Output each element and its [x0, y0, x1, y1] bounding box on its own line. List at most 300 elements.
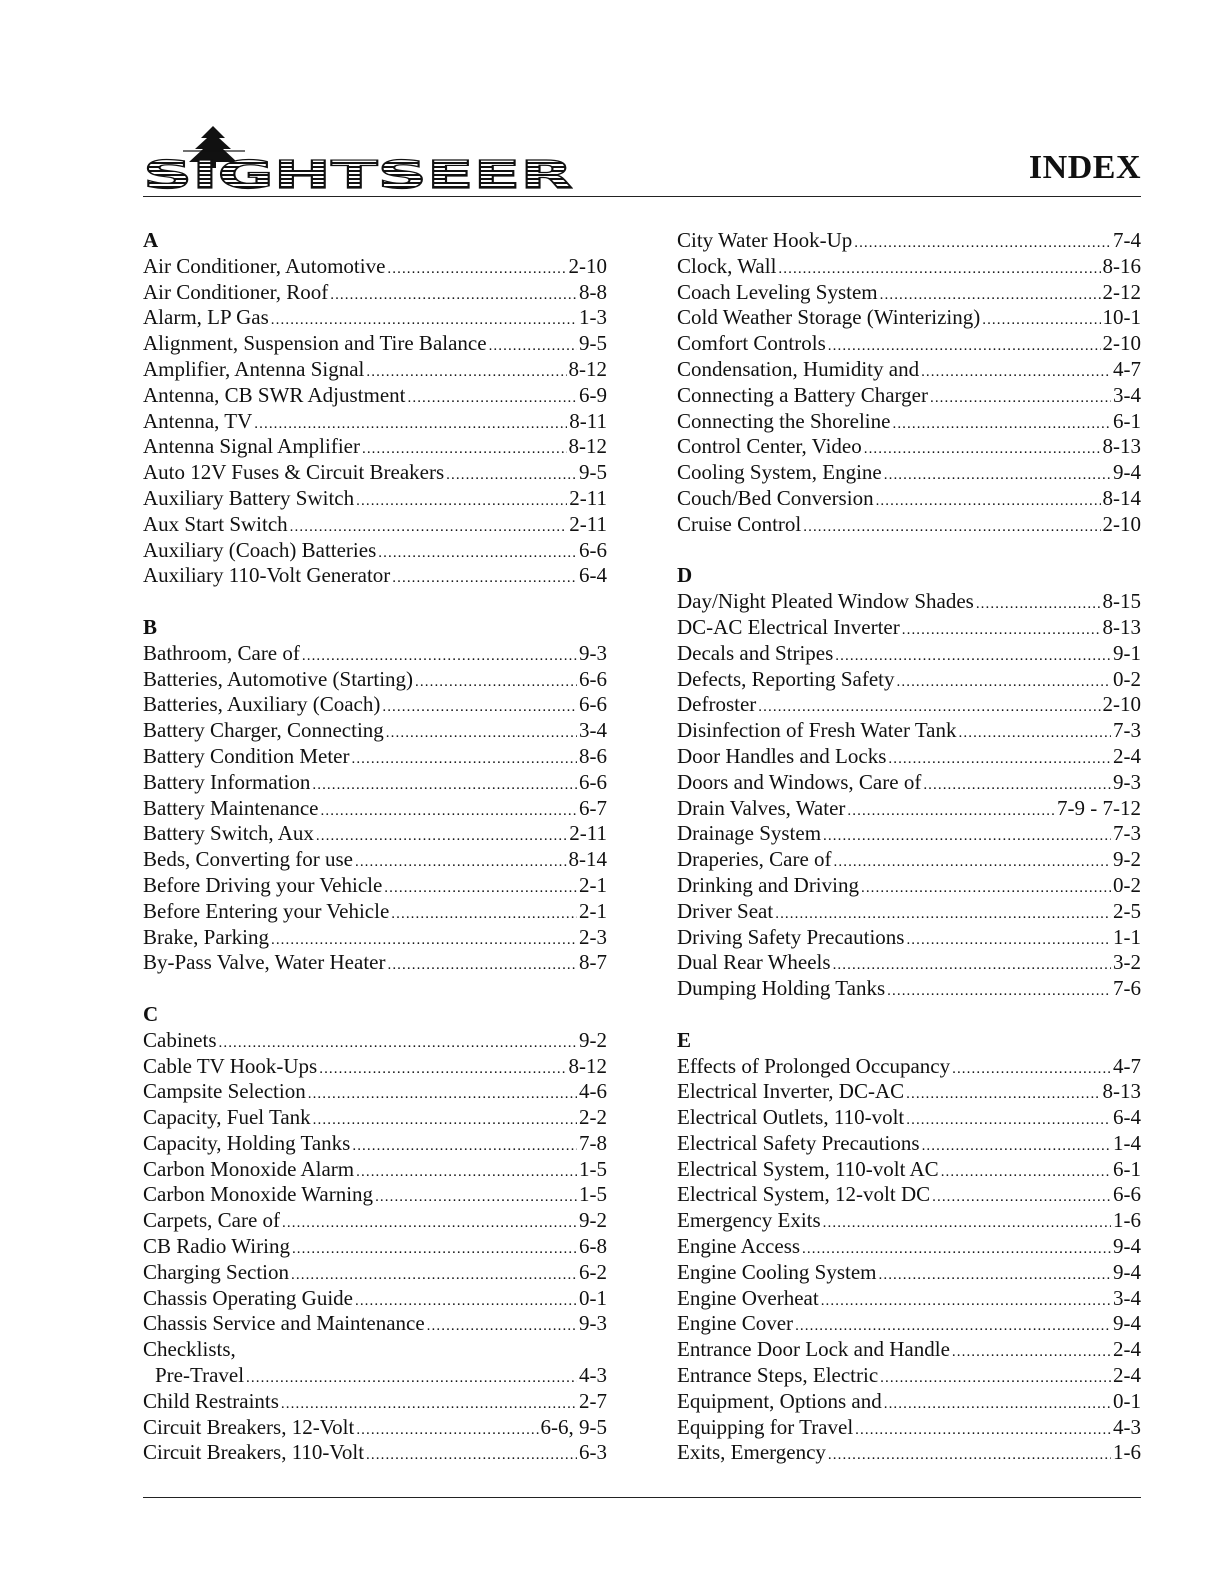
entry-term: Day/Night Pleated Window Shades	[677, 589, 974, 614]
entry-term: Bathroom, Care of	[143, 640, 300, 665]
dot-leader	[855, 1418, 1111, 1444]
entry-page: 6-4	[1113, 1105, 1141, 1130]
entry-page: 3-4	[1113, 1285, 1141, 1310]
index-entry	[677, 1337, 1141, 1363]
entry-term: Circuit Breakers, 110-Volt	[143, 1440, 365, 1465]
section-letter: A	[143, 228, 159, 252]
dot-leader	[941, 1160, 1111, 1186]
entry-term: Battery Maintenance	[143, 795, 319, 820]
dot-leader	[382, 695, 577, 721]
entry-page: 2-4	[1113, 1363, 1141, 1388]
entry-term: Engine Cover	[677, 1311, 794, 1336]
entry-term: Doors and Windows, Care of	[677, 769, 922, 794]
entry-page: 8-12	[568, 356, 607, 381]
index-entry	[143, 1440, 607, 1466]
dot-leader	[952, 1340, 1111, 1366]
entry-page: 9-4	[1113, 460, 1141, 485]
dot-leader	[828, 1443, 1111, 1469]
section-letter: C	[143, 1001, 159, 1026]
index-entry	[143, 821, 607, 847]
entry-term: Battery Charger, Connecting	[143, 718, 384, 743]
entry-page: 2-12	[1102, 279, 1141, 304]
index-entry	[677, 1079, 1141, 1105]
dot-leader	[352, 1134, 577, 1160]
entry-term: Cable TV Hook-Ups	[143, 1053, 318, 1078]
entry-term: Antenna Signal Amplifier	[143, 434, 360, 459]
entry-term: Decals and Stripes	[677, 640, 834, 665]
entry-page: 8-8	[579, 279, 607, 304]
entry-term: Amplifier, Antenna Signal	[143, 356, 365, 381]
entry-page: 2-3	[579, 924, 607, 949]
entry-term: Capacity, Holding Tanks	[143, 1130, 351, 1155]
index-entry	[677, 667, 1141, 693]
entry-term: Cold Weather Storage (Winterizing)	[677, 305, 981, 330]
index-entry	[143, 1105, 607, 1131]
entry-page: 8-15	[1102, 589, 1141, 614]
entry-page: 4-3	[1113, 1414, 1141, 1439]
entry-page: 8-11	[569, 408, 607, 433]
index-entry	[677, 383, 1141, 409]
index-section	[677, 1028, 1141, 1467]
entry-term: Antenna, TV	[143, 408, 253, 433]
dot-leader	[879, 1263, 1112, 1289]
dot-leader	[351, 747, 577, 773]
entry-page: 6-9	[579, 382, 607, 407]
index-entry	[677, 1389, 1141, 1415]
index-section	[143, 1002, 607, 1466]
entry-term: Campsite Selection	[143, 1079, 306, 1104]
dot-leader	[884, 463, 1111, 489]
index-entry	[143, 1131, 607, 1157]
entry-term: Effects of Prolonged Occupancy	[677, 1053, 951, 1078]
entry-page: 9-5	[579, 331, 607, 356]
entry-term: Electrical System, 110-volt AC	[677, 1156, 939, 1181]
entry-page: 8-12	[568, 1053, 607, 1078]
dot-leader	[321, 799, 577, 825]
entry-page: 9-3	[1113, 769, 1141, 794]
entry-page: 9-4	[1113, 1259, 1141, 1284]
dot-leader	[392, 566, 577, 592]
dot-leader	[319, 1057, 566, 1083]
entry-page: 0-1	[1113, 1388, 1141, 1413]
entry-page: 8-6	[579, 743, 607, 768]
entry-term: Auxiliary (Coach) Batteries	[143, 537, 377, 562]
dot-leader	[356, 1160, 577, 1186]
dot-leader	[308, 1082, 577, 1108]
index-section	[143, 615, 607, 976]
entry-page: 9-5	[579, 460, 607, 485]
entry-term: Air Conditioner, Roof	[143, 279, 329, 304]
entry-term: Chassis Operating Guide	[143, 1285, 353, 1310]
entry-page: 2-10	[568, 253, 607, 278]
entry-page: 0-2	[1113, 872, 1141, 897]
dot-leader	[922, 1134, 1111, 1160]
entry-term: Battery Condition Meter	[143, 743, 350, 768]
index-entry	[677, 512, 1141, 538]
dot-leader	[378, 541, 577, 567]
index-entry	[143, 1286, 607, 1312]
dot-leader	[408, 386, 578, 412]
entry-term: Defects, Reporting Safety	[677, 666, 895, 691]
dot-leader	[906, 1108, 1111, 1134]
entry-term: Electrical Safety Precautions	[677, 1130, 920, 1155]
entry-page: 6-1	[1113, 1156, 1141, 1181]
index-entry	[677, 357, 1141, 383]
entry-term: Brake, Parking	[143, 924, 269, 949]
entry-page: 7-8	[579, 1130, 607, 1155]
entry-term: By-Pass Valve, Water Heater	[143, 950, 386, 975]
entry-term: Electrical Outlets, 110-volt	[677, 1105, 905, 1130]
entry-term: CB Radio Wiring	[143, 1234, 290, 1259]
index-column-left	[143, 228, 607, 1466]
entry-page: 4-7	[1113, 356, 1141, 381]
entry-page: 2-10	[1102, 511, 1141, 536]
entry-term: Charging Section	[143, 1259, 290, 1284]
page-header	[143, 118, 1141, 198]
index-entry	[677, 976, 1141, 1002]
index-entry	[677, 409, 1141, 435]
dot-leader	[887, 979, 1111, 1005]
entry-term: Drain Valves, Water	[677, 795, 846, 820]
entry-term: Connecting the Shoreline	[677, 408, 891, 433]
index-entry	[143, 796, 607, 822]
entry-page: 7-9 - 7-12	[1057, 795, 1141, 820]
index-entry	[143, 641, 607, 667]
entry-term: City Water Hook-Up	[677, 228, 853, 252]
index-entry	[677, 821, 1141, 847]
entry-term: Battery Information	[143, 769, 311, 794]
entry-page: 9-2	[1113, 847, 1141, 872]
entry-page: 8-14	[1102, 485, 1141, 510]
entry-term: Cruise Control	[677, 511, 802, 536]
entry-page: 1-6	[1113, 1440, 1141, 1465]
dot-leader	[803, 515, 1100, 541]
dot-leader	[861, 876, 1111, 902]
index-entry	[143, 718, 607, 744]
entry-page: 2-5	[1113, 898, 1141, 923]
dot-leader	[316, 824, 567, 850]
index-entry	[677, 1131, 1141, 1157]
index-entry	[143, 873, 607, 899]
entry-page: 9-4	[1113, 1234, 1141, 1259]
entry-page: 6-6	[579, 537, 607, 562]
dot-leader	[386, 721, 577, 747]
index-entry	[677, 615, 1141, 641]
entry-page: 2-4	[1113, 1337, 1141, 1362]
entry-page: 1-5	[579, 1156, 607, 1181]
dot-leader	[375, 1185, 577, 1211]
index-entry	[677, 1054, 1141, 1080]
index-entry	[143, 1182, 607, 1208]
index-entry	[143, 1363, 607, 1389]
entry-page: 1-6	[1113, 1208, 1141, 1233]
index-entry	[143, 409, 607, 435]
dot-leader	[834, 850, 1111, 876]
entry-page: 2-1	[579, 898, 607, 923]
entry-term: Exits, Emergency	[677, 1440, 826, 1465]
index-entry	[677, 796, 1141, 822]
index-entry	[677, 1440, 1141, 1466]
entry-page: 9-1	[1113, 640, 1141, 665]
dot-leader	[312, 773, 577, 799]
index-entry	[143, 512, 607, 538]
entry-term: Control Center, Video	[677, 434, 862, 459]
dot-leader	[384, 876, 577, 902]
dot-leader	[821, 1289, 1111, 1315]
index-entry	[677, 1208, 1141, 1234]
entry-page: 7-4	[1113, 228, 1141, 252]
index-entry	[677, 1182, 1141, 1208]
index-entry	[143, 899, 607, 925]
dot-leader	[415, 670, 577, 696]
entry-page: 1-5	[579, 1182, 607, 1207]
dot-leader	[366, 1443, 577, 1469]
entry-page: 8-16	[1102, 253, 1141, 278]
index-entry	[677, 254, 1141, 280]
index-entry	[143, 563, 607, 589]
entry-term: Entrance Steps, Electric	[677, 1363, 879, 1388]
entry-term: Engine Access	[677, 1234, 801, 1259]
index-entry	[677, 899, 1141, 925]
entry-page: 7-3	[1113, 821, 1141, 846]
entry-page: 8-13	[1102, 434, 1141, 459]
dot-leader	[823, 824, 1111, 850]
dot-leader	[930, 386, 1111, 412]
entry-term: Cabinets	[143, 1027, 217, 1052]
dot-leader	[282, 1211, 577, 1237]
entry-page: 9-3	[579, 1311, 607, 1336]
section-letter: B	[143, 614, 158, 639]
entry-term: Cooling System, Engine	[677, 460, 882, 485]
entry-term: Batteries, Automotive (Starting)	[143, 666, 414, 691]
index-entry	[143, 1389, 607, 1415]
entry-term: Capacity, Fuel Tank	[143, 1105, 311, 1130]
index-entry	[677, 434, 1141, 460]
entry-term: Entrance Door Lock and Handle	[677, 1337, 950, 1362]
index-entry	[677, 744, 1141, 770]
dot-leader	[952, 1057, 1111, 1083]
entry-page: 6-4	[579, 563, 607, 588]
entry-term: Dual Rear Wheels	[677, 950, 831, 975]
index-entry	[677, 1260, 1141, 1286]
index-entry	[143, 1157, 607, 1183]
dot-leader	[313, 1108, 577, 1134]
index-entry	[143, 538, 607, 564]
footer-divider	[143, 1497, 1141, 1498]
index-entry	[677, 718, 1141, 744]
entry-page: 9-2	[579, 1027, 607, 1052]
entry-term: Carbon Monoxide Alarm	[143, 1156, 355, 1181]
entry-term: Engine Cooling System	[677, 1259, 877, 1284]
dot-leader	[921, 360, 1111, 386]
entry-page: 2-10	[1102, 331, 1141, 356]
entry-page: 2-4	[1113, 743, 1141, 768]
entry-page: 9-3	[579, 640, 607, 665]
entry-page: 4-7	[1113, 1053, 1141, 1078]
dot-leader	[880, 1366, 1111, 1392]
dot-leader	[854, 231, 1111, 257]
index-entry	[143, 486, 607, 512]
entry-page: 2-11	[569, 485, 607, 510]
dot-leader	[959, 721, 1111, 747]
index-entry	[677, 873, 1141, 899]
entry-page: 10-1	[1102, 305, 1141, 330]
entry-page: 7-3	[1113, 718, 1141, 743]
entry-term: Dumping Holding Tanks	[677, 976, 886, 1001]
dot-leader	[906, 928, 1111, 954]
entry-term: Driving Safety Precautions	[677, 924, 905, 949]
entry-term: DC-AC Electrical Inverter	[677, 614, 900, 639]
index-entry	[143, 1054, 607, 1080]
header-divider	[143, 196, 1141, 197]
entry-term: Equipping for Travel	[677, 1414, 854, 1439]
entry-page: 2-2	[579, 1105, 607, 1130]
entry-term: Condensation, Humidity and	[677, 356, 920, 381]
index-entry	[143, 280, 607, 306]
index-entry	[677, 228, 1141, 254]
entry-term: Pre-Travel	[155, 1363, 245, 1388]
entry-page: 6-3	[579, 1440, 607, 1465]
dot-leader	[489, 334, 577, 360]
entry-term: Draperies, Care of	[677, 847, 832, 872]
entry-term: Emergency Exits	[677, 1208, 821, 1233]
entry-term: Clock, Wall	[677, 253, 777, 278]
entry-term: Equipment, Options and	[677, 1388, 882, 1413]
entry-term: Air Conditioner, Automotive	[143, 253, 386, 278]
index-entry	[143, 254, 607, 280]
dot-leader	[897, 670, 1111, 696]
index-entry	[143, 434, 607, 460]
entry-page: 3-2	[1113, 950, 1141, 975]
entry-page: 1-3	[579, 305, 607, 330]
entry-term: Drinking and Driving	[677, 872, 859, 897]
index-entry	[143, 950, 607, 976]
dot-leader	[246, 1366, 577, 1392]
dot-leader	[823, 1211, 1111, 1237]
entry-page: 8-7	[579, 950, 607, 975]
dot-leader	[932, 1185, 1111, 1211]
entry-page: 6-2	[579, 1259, 607, 1284]
index-entry	[677, 331, 1141, 357]
entry-page: 6-6	[579, 666, 607, 691]
entry-page: 2-7	[579, 1388, 607, 1413]
entry-term: Door Handles and Locks	[677, 743, 887, 768]
dot-leader	[888, 747, 1111, 773]
dot-leader	[330, 283, 577, 309]
dot-leader	[391, 902, 577, 928]
entry-page: 6-6	[1113, 1182, 1141, 1207]
entry-page: 0-1	[579, 1285, 607, 1310]
entry-page: 4-3	[579, 1363, 607, 1388]
index-section	[677, 228, 1141, 538]
entry-page: 6-7	[579, 795, 607, 820]
section-letter: D	[677, 563, 693, 588]
entry-page: 6-6	[579, 769, 607, 794]
entry-term: Batteries, Auxiliary (Coach)	[143, 692, 381, 717]
dot-leader	[356, 489, 567, 515]
index-entry	[143, 331, 607, 357]
index-entry	[677, 460, 1141, 486]
entry-page: 1-1	[1113, 924, 1141, 949]
entry-page: 1-4	[1113, 1130, 1141, 1155]
entry-term: Defroster	[677, 692, 757, 717]
entry-term: Antenna, CB SWR Adjustment	[143, 382, 406, 407]
index-section	[677, 563, 1141, 1002]
entry-term: Auto 12V Fuses & Circuit Breakers	[143, 460, 445, 485]
entry-term: Comfort Controls	[677, 331, 826, 356]
entry-term: Chassis Service and Maintenance	[143, 1311, 425, 1336]
entry-page: 7-6	[1113, 976, 1141, 1001]
index-entry	[143, 460, 607, 486]
page-title: INDEX	[1028, 149, 1141, 186]
index-entry	[143, 1260, 607, 1286]
index-entry	[143, 744, 607, 770]
entry-term: Carbon Monoxide Warning	[143, 1182, 374, 1207]
index-entry	[677, 1311, 1141, 1337]
entry-page: 8-13	[1102, 614, 1141, 639]
brand-wordmark: SIGHTSEER	[143, 153, 573, 194]
dot-leader	[356, 1418, 538, 1444]
dot-leader	[355, 850, 567, 876]
index-entry	[677, 1415, 1141, 1441]
dot-leader	[387, 257, 566, 283]
index-column-right	[677, 228, 1141, 1466]
index-entry	[677, 305, 1141, 331]
entry-term: Couch/Bed Conversion	[677, 485, 874, 510]
entry-term: Child Restraints	[143, 1388, 279, 1413]
entry-page: 3-4	[579, 718, 607, 743]
index-entry	[677, 1363, 1141, 1389]
entry-term: Alignment, Suspension and Tire Balance	[143, 331, 487, 356]
entry-term: Beds, Converting for use	[143, 847, 353, 872]
entry-term: Drainage System	[677, 821, 822, 846]
entry-page: 2-11	[569, 511, 607, 536]
entry-page: 6-8	[579, 1234, 607, 1259]
entry-page: 2-10	[1102, 692, 1141, 717]
index-entry	[677, 486, 1141, 512]
entry-page: 3-4	[1113, 382, 1141, 407]
entry-term: Electrical Inverter, DC-AC	[677, 1079, 905, 1104]
entry-term: Connecting a Battery Charger	[677, 382, 928, 407]
index-entry	[143, 770, 607, 796]
entry-page: 9-4	[1113, 1311, 1141, 1336]
entry-term: Before Driving your Vehicle	[143, 872, 383, 897]
section-letter: E	[677, 1027, 692, 1052]
index-entry	[143, 1234, 607, 1260]
dot-leader	[292, 1237, 577, 1263]
index-entry	[143, 305, 607, 331]
index-entry	[143, 383, 607, 409]
entry-page: 8-13	[1102, 1079, 1141, 1104]
index-entry	[143, 667, 607, 693]
dot-leader	[847, 799, 1055, 825]
dot-leader	[902, 618, 1101, 644]
index-section	[143, 228, 607, 589]
entry-page: 0-2	[1113, 666, 1141, 691]
entry-page: 6-6, 9-5	[540, 1414, 607, 1439]
entry-term: Engine Overheat	[677, 1285, 819, 1310]
entry-term: Alarm, LP Gas	[143, 305, 269, 330]
index-entry: Checklists,	[143, 1337, 236, 1362]
entry-page: 8-12	[568, 434, 607, 459]
entry-term: Aux Start Switch	[143, 511, 288, 536]
index-entry	[677, 770, 1141, 796]
dot-leader	[876, 489, 1101, 515]
index-entry	[143, 1415, 607, 1441]
dot-leader	[446, 463, 577, 489]
index-entry	[677, 847, 1141, 873]
dot-leader	[976, 592, 1101, 618]
